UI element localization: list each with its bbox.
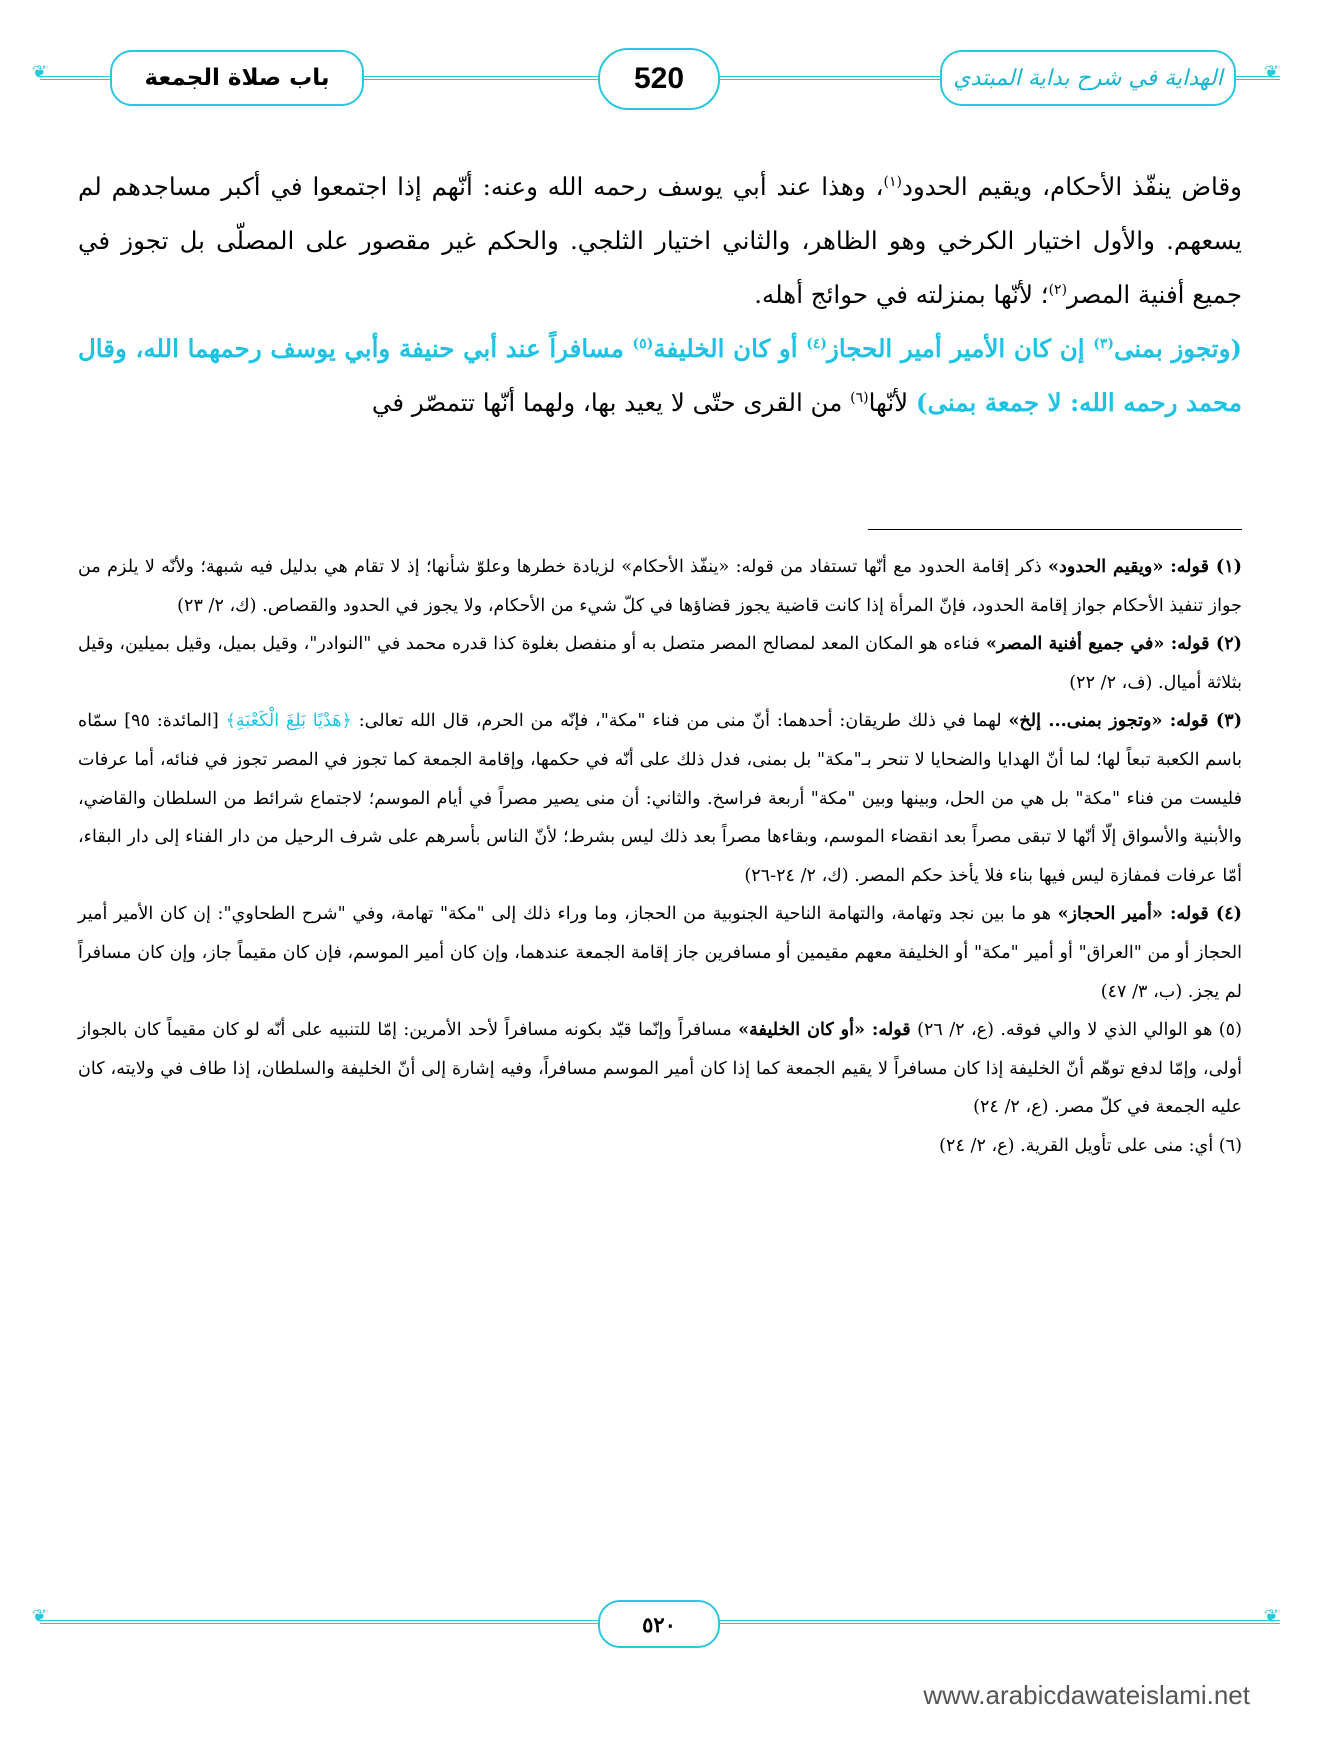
footnote-text: لهما في ذلك طريقان: أحدهما: أنّ منى من فناء "مكة"، فإنّه من الحرم، قال الله تعالى: <box>351 711 1009 732</box>
main-text-run: ، وهذا عند أبي يوسف رحمه الله وعنه: أنّهم إذا اجتمعوا في أكبر مساجدهم لم يسعهم. والأول اختيار الكرخي وهو الظاهر، والثاني اختيار الثلجي. والحكم غير مقصور على المصلّى بل تجوز في جميع أفنية المصر <box>78 172 1242 309</box>
ornament-left-icon: ❦ <box>32 1606 48 1627</box>
page-number-header <box>598 48 720 110</box>
main-text-run: ؛ لأنّها بمنزلته في حوائج أهله. <box>754 280 1049 309</box>
footnote-lead: (١) قوله: «ويقيم الحدود» <box>1048 556 1242 577</box>
main-text <box>78 160 1242 430</box>
footnote-text: مسافراً وإنّما قيّد بكونه مسافراً لأحد الأمرين: إمّا للتنبيه على أنّه لو كان مقيماً كان بالجواز أولى، وإمّا لدفع توهّم أنّ الخليفة إذا كان مسافراً لا يقيم الجمعة كما إذا كان أمير الموسم مسافراً، وفيه إشارة إلى أنّ الخليفة والسلطان، إذا طاف في ولايته، كان عليه الجمعة في كلّ مصر. (ع، ٢/ ٢٤) <box>78 1020 1242 1118</box>
footnote-text: فناءه هو المكان المعد لمصالح المصر متصل به أو منفصل بغلوة كذا قدره محمد في "النوادر"، وقيل بميل، وقيل بميلين، وقيل بثلاثة أميال. (ف، ٢/ ٢٢) <box>78 634 1242 693</box>
chapter-title <box>110 50 364 106</box>
footnote-text: هو ما بين نجد وتهامة، والتهامة الناحية الجنوبية من الحجاز، وما وراء ذلك إلى "مكة" تهامة، وفي "شرح الطحاوي": إن كان الأمير أمير الحجاز أو من "العراق" أو أمير "مكة" أو الخليفة معهم مقيمين أو مسافرين جاز إقامة الجمعة عندهما، وإن كان أمير الموسم، فإن كان مقيماً جاز، وإن كان مسافراً لم يجز. (ب، ٣/ ٤٧) <box>78 904 1242 1002</box>
footnote-ref-6[interactable]: (٦) <box>850 389 869 406</box>
footnote-lead: (٢) قوله: «في جميع أفنية المصر» <box>985 633 1242 655</box>
ornament-left-icon: ❦ <box>32 62 48 83</box>
footnote-4 <box>78 895 1242 1011</box>
footnote-ref-5[interactable]: (٥) <box>632 335 654 352</box>
footnote-text: [المائدة: ٩٥] سمّاه باسم الكعبة تبعاً لها؛ لما أنّ الهدايا والضحايا لا تنحر بـ"مكة" بل بمنى، فدل ذلك على أنّه في حكمها، وإقامة الجمعة كما تجوز في المصر تجوز في فنائه، أما عرفات فليست من فناء "مكة" بل هي من الحل، وبينها وبين "مكة" أربعة فراسخ. والثاني: أن منى يصير مصراً في أيام الموسم؛ لاجتماع شرائط من السلطان والقاضي، والأبنية والأسواق إلّا أنّها لا تبقى مصراً بعد انقضاء الموسم، وبقاءها مصراً بعد ذلك ليس بشرط؛ لأنّ الناس بأسرهم على شرف الرحيل من دار الفناء إلى دار البقاء، أمّا عرفات فمفازة ليس فيها بناء فلا يأخذ حكم المصر. (ك، ٢/ ٢٤-٢٦) <box>78 711 1242 886</box>
ornament-right-icon: ❦ <box>1264 62 1280 83</box>
footnote-separator <box>868 529 1242 530</box>
footnote-5 <box>78 1011 1242 1127</box>
chapter-title-text: باب صلاة الجمعة <box>144 65 330 91</box>
footnote-ref-3[interactable]: (٣) <box>1093 335 1114 352</box>
footnote-1 <box>78 548 1242 625</box>
main-paragraph-2 <box>78 322 1242 430</box>
main-text-run: لأنّها <box>868 388 916 417</box>
footnote-ref-4[interactable]: (٤) <box>806 335 828 352</box>
matn-text-run: أو كان الخليفة <box>653 334 807 363</box>
matn-text-run: مسافراً عند أبي حنيفة وأبي يوسف رحمهما الله، وقال محمد رحمه الله: لا جمعة بمنى) <box>78 334 1242 417</box>
footnote-2 <box>78 625 1242 702</box>
page-number-header-text: 520 <box>633 62 685 95</box>
website-link[interactable]: www.arabicdawateislami.net <box>923 1680 1250 1710</box>
footnote-ref-1[interactable]: (١) <box>883 173 902 190</box>
matn-text-run: إن كان الأمير أمير الحجاز <box>827 334 1094 363</box>
footnote-text: ذكر إقامة الحدود مع أنّها تستفاد من قوله: «ينفّذ الأحكام» لزيادة خطرها وعلوّ شأنها؛ إذ لا تقام هي بدليل فيه شبهة؛ ولأنّه لا يلزم من جواز تنفيذ الأحكام جواز إقامة الحدود، فإنّ المرأة إذا كانت قاضية يجوز قضاؤها في كلّ شيء من الأحكام، ولا يجوز في الحدود والقصاص. (ك، ٢/ ٢٣) <box>78 557 1242 616</box>
footnote-text: (٥) هو الوالي الذي لا والي فوقه. (ع، ٢/ ٢٦) <box>910 1020 1242 1041</box>
footnote-lead: (٤) قوله: «أمير الحجاز» <box>1057 903 1242 925</box>
quran-quote: ﴿هَدْيًا بَلِغَ الْكَعْبَةِ﴾ <box>225 711 352 732</box>
matn-text-run: (وتجوز بمنى <box>1113 334 1243 363</box>
footnote-ref-2[interactable]: (٢) <box>1048 281 1068 298</box>
main-text-run: وقاض ينفّذ الأحكام، ويقيم الحدود <box>901 172 1242 201</box>
footnote-lead: (٣) قوله: «وتجوز بمنى... إلخ» <box>1008 710 1243 732</box>
footnote-3 <box>78 702 1242 895</box>
page-number-footer-text: ٥٢٠ <box>642 1611 676 1637</box>
main-paragraph-1 <box>78 160 1242 322</box>
main-text-run: من القرى حتّى لا يعيد بها، ولهما أنّها تتمصّر في <box>371 388 851 417</box>
book-title-text: الهداية في شرح بداية المبتدي <box>953 65 1223 91</box>
page-number-footer <box>598 1600 720 1648</box>
footnote-6 <box>78 1127 1242 1166</box>
footnotes <box>78 548 1242 1166</box>
footnote-lead: قوله: «أو كان الخليفة» <box>738 1019 911 1041</box>
book-title <box>940 50 1236 106</box>
footnote-text: (٦) أي: منى على تأويل القرية. (ع، ٢/ ٢٤) <box>939 1135 1242 1156</box>
ornament-right-icon: ❦ <box>1264 1606 1280 1627</box>
